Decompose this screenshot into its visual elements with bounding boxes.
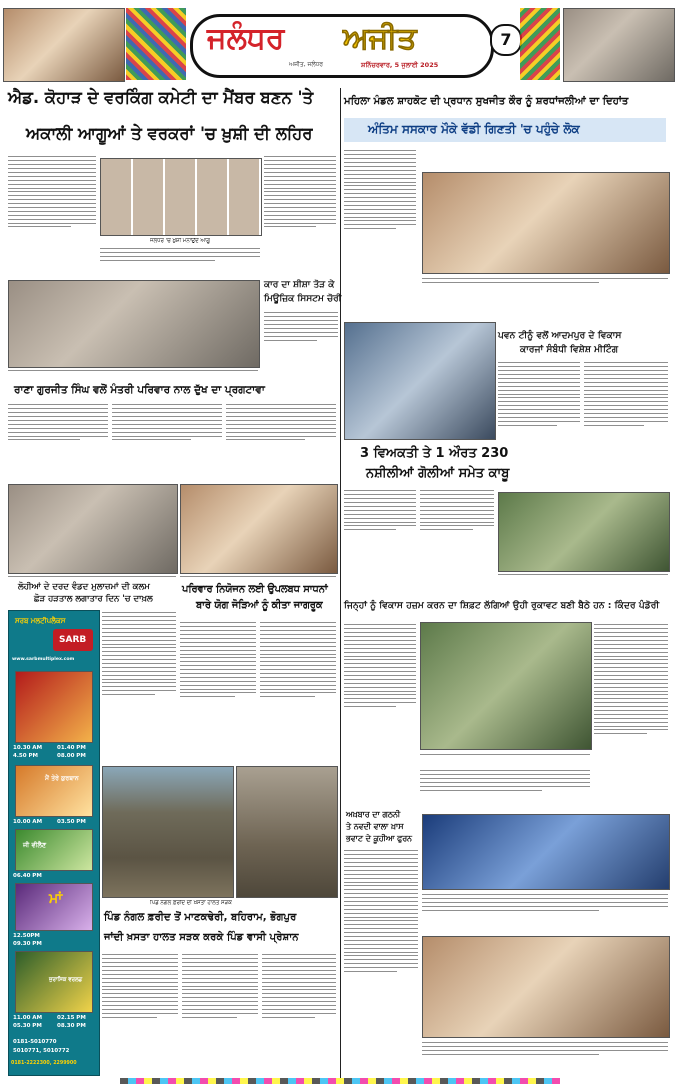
showtime-2-1: 10.00 AM bbox=[13, 819, 43, 825]
showtime-3-1: 06.40 PM bbox=[13, 873, 42, 879]
meeting-caption bbox=[8, 368, 258, 380]
parivar-column-2 bbox=[260, 620, 336, 760]
mahila-caption-text bbox=[422, 276, 668, 290]
cinema-site: www.sarbmultiplex.com bbox=[12, 657, 75, 662]
akhbar-headline-3: ਭਵਾਟ ਦੇ ਕੂਹੀਆ ਫੁਰਨ bbox=[346, 834, 412, 843]
kohar-portraits-photo bbox=[100, 158, 262, 236]
showtime-4-1: 12.50PM bbox=[13, 933, 40, 939]
kohar-column-3 bbox=[264, 154, 336, 276]
masthead-pattern-right bbox=[520, 8, 560, 80]
road-column-1 bbox=[102, 952, 178, 1072]
parivar-photo bbox=[180, 484, 338, 574]
page-number: 7 bbox=[490, 24, 522, 56]
parivar-headline-2: ਬਾਰੇ ਯੋਗ ਜੋੜਿਆਂ ਨੂੰ ਕੀਤਾ ਜਾਗਰੂਕ bbox=[196, 600, 323, 611]
mahila-headline: ਮਹਿਲਾ ਮੰਡਲ ਸ਼ਾਹਕੋਟ ਦੀ ਪ੍ਰਧਾਨ ਸੁਖਜੀਤ ਕੌਰ ਨੂੰ ਸ਼ਰਧਾਂਜਲੀਆਂ ਦਾ ਦਿਹਾਂਤ bbox=[344, 96, 629, 107]
rana-headline: ਰਾਣਾ ਗੁਰਜੀਤ ਸਿੰਘ ਵਲੋਂ ਮੰਤਰੀ ਪਰਿਵਾਰ ਨਾਲ ਦੁੱਖ ਦਾ ਪ੍ਰਗਟਾਵਾ bbox=[14, 384, 265, 396]
cinema-logo: SARB bbox=[59, 635, 87, 645]
lohian-column-1 bbox=[102, 610, 176, 760]
drugs-column-1 bbox=[344, 488, 416, 570]
lohian-photo bbox=[8, 484, 178, 574]
movie-5-title: ਜੁਰਾਸਿਕ ਵਰਲਡ bbox=[49, 977, 83, 983]
masthead-pattern-left bbox=[126, 8, 186, 80]
masthead-right-photo bbox=[563, 8, 675, 82]
kohar-photo-caption: ਜਲੰਧਰ 'ਚ ਖ਼ੁਸ਼ੀ ਮਨਾਉਂਦੇ ਆਗੂ bbox=[150, 238, 211, 244]
pawan-meeting-photo bbox=[498, 492, 670, 572]
divider bbox=[340, 88, 341, 1078]
mahila-funeral-photo bbox=[422, 172, 670, 274]
showtime-5-2: 02.15 PM bbox=[57, 1015, 86, 1021]
akhbar-headline-2: ਤੇ ਨਵਦੀ ਵਾਲਾ ਖ਼ਾਸ bbox=[346, 822, 404, 831]
ceremony-caption bbox=[422, 1040, 668, 1072]
parivar-column-1 bbox=[180, 620, 256, 760]
masthead-left-photo bbox=[3, 8, 125, 82]
ceremony-photo bbox=[422, 936, 670, 1038]
footer-color-strip bbox=[120, 1078, 560, 1084]
cinema-ad bbox=[8, 610, 100, 1076]
police-photo bbox=[344, 322, 496, 440]
showtime-1-3: 4.50 PM bbox=[13, 753, 38, 759]
road-headline-2: ਜਾਂਦੀ ਖ਼ਸਤਾ ਹਾਲਤ ਸੜਕ ਕਰਕੇ ਪਿੰਡ ਵਾਸੀ ਪ੍ਰੇਸ਼ਾਨ bbox=[104, 932, 299, 943]
mahila-column-1 bbox=[344, 148, 416, 288]
mahila-subhead: ਅੰਤਿਮ ਸਸਕਾਰ ਮੌਕੇ ਵੱਡੀ ਗਿਣਤੀ 'ਚ ਪਹੁੰਚੇ ਲੋਕ bbox=[368, 122, 580, 136]
vikas-photo bbox=[420, 622, 592, 750]
drugs-column-2 bbox=[420, 488, 494, 570]
masthead bbox=[0, 0, 677, 84]
rana-column-2 bbox=[112, 402, 222, 478]
showtime-1-1: 10.30 AM bbox=[13, 745, 43, 751]
vikas-column-1 bbox=[344, 622, 416, 772]
lohian-caption bbox=[8, 574, 176, 580]
vikas-photo-caption bbox=[420, 752, 590, 764]
poster-2 bbox=[15, 765, 93, 817]
pawan-column-2 bbox=[584, 360, 668, 488]
masthead-paper-name: ਅਜੀਤ bbox=[343, 21, 417, 56]
kohar-column-2 bbox=[100, 246, 260, 274]
car-column bbox=[264, 310, 338, 370]
road-column-3 bbox=[262, 952, 336, 1072]
cinema-phone-3: 0181-2222300, 2299900 bbox=[11, 1061, 77, 1066]
masthead-city: ਜਲੰਧਰ bbox=[207, 21, 285, 56]
meeting-photo bbox=[8, 280, 260, 368]
kohar-column-1 bbox=[8, 154, 96, 276]
lohian-headline-2: ਛੋੜ ਹੜਤਾਲ ਲਗਾਤਾਰ ਦਿਨ 'ਚ ਦਾਖ਼ਲ bbox=[34, 594, 153, 604]
movie-4-title: ਮਾਂ bbox=[49, 891, 63, 907]
showtime-1-2: 01.40 PM bbox=[57, 745, 86, 751]
vikas-headline: ਜਿਨ੍ਹਾਂ ਨੂੰ ਵਿਕਾਸ ਹਜ਼ਮ ਕਰਨ ਦਾ ਸ਼ਿਫ਼ਟ ਲੱਗਿਆਂ ਉਹੀ ਰੁਕਾਵਟ ਬਣੀ ਬੈਠੇ ਹਨ : ਕਿੰਦਰ ਪੰਡੋਰੀ bbox=[344, 600, 660, 611]
car-headline-2: ਮਿਊਜ਼ਿਕ ਸਿਸਟਮ ਚੋਰੀ bbox=[264, 294, 342, 304]
rana-column-3 bbox=[226, 402, 336, 478]
showtime-4-2: 09.30 PM bbox=[13, 941, 42, 947]
road-column-2 bbox=[182, 952, 258, 1072]
vikas-column-3 bbox=[420, 768, 590, 808]
masthead-date: ਸ਼ਨਿੱਚਰਵਾਰ, 5 ਜੁਲਾਈ 2025 bbox=[361, 61, 439, 69]
showtime-5-3: 05.30 PM bbox=[13, 1023, 42, 1029]
poster-3 bbox=[15, 829, 93, 871]
akhbar-column bbox=[344, 848, 418, 1074]
pawan-headline-2: ਕਾਰਜਾਂ ਸੰਬੰਧੀ ਵਿਸ਼ੇਸ਼ ਮੀਟਿੰਗ bbox=[520, 344, 619, 355]
road-headline-1: ਪਿੰਡ ਨੰਗਲ ਫ਼ਰੀਦ ਤੋਂ ਮਾਣਕਢੇਰੀ, ਬਹਿਰਾਮ, ਭੋਗਪੁਰ bbox=[104, 912, 297, 923]
road-photo-1 bbox=[102, 766, 234, 898]
showtime-1-4: 08.00 PM bbox=[57, 753, 86, 759]
cinema-phone-2: 5010771, 5010772 bbox=[13, 1048, 70, 1054]
parivar-caption bbox=[180, 574, 336, 580]
drugs-headline-2: ਨਸ਼ੀਲੀਆਂ ਗੋਲੀਆਂ ਸਮੇਤ ਕਾਬੂ bbox=[366, 466, 510, 481]
showtime-5-4: 08.30 PM bbox=[57, 1023, 86, 1029]
vikas-column-2 bbox=[594, 622, 668, 822]
poster-1 bbox=[15, 671, 93, 743]
drugs-headline-1: 3 ਵਿਅਕਤੀ ਤੇ 1 ਔਰਤ 230 bbox=[360, 446, 509, 461]
akhbar-headline-1: ਅਖ਼ਬਾਰ ਦਾ ਗਠਨੀ bbox=[346, 810, 401, 819]
school-photo bbox=[422, 814, 670, 890]
road-caption: ਪਿੰਡ ਨੰਗਲ ਫ਼ਰੀਦ ਦੀ ਖ਼ਸਤਾ ਹਾਲਤ ਸੜਕ bbox=[150, 900, 232, 906]
masthead-banner bbox=[190, 14, 494, 78]
school-caption bbox=[422, 892, 668, 930]
pawan-photo-caption bbox=[498, 572, 668, 584]
cinema-phone-1: 0181-5010770 bbox=[13, 1039, 57, 1045]
masthead-sub: ਅਜੀਤ, ਜਲੰਧਰ bbox=[289, 61, 324, 68]
showtime-2-2: 03.50 PM bbox=[57, 819, 86, 825]
road-photo-2 bbox=[236, 766, 338, 898]
movie-3-title: ਜੀ ਵੀਲੈਣ bbox=[23, 841, 47, 849]
showtime-5-1: 11.00 AM bbox=[13, 1015, 43, 1021]
car-headline-1: ਕਾਰ ਦਾ ਸ਼ੀਸ਼ਾ ਤੋੜ ਕੇ bbox=[264, 280, 335, 290]
movie-2-title: ਮੈਂ ਤੇਰੇ ਕੁਰਬਾਨ bbox=[45, 775, 79, 782]
parivar-headline-1: ਪਰਿਵਾਰ ਨਿਯੋਜਨ ਲਈ ਉਪਲਬਧ ਸਾਧਨਾਂ bbox=[182, 584, 328, 595]
kohar-headline-2: ਅਕਾਲੀ ਆਗੂਆਂ ਤੇ ਵਰਕਰਾਂ 'ਚ ਖ਼ੁਸ਼ੀ ਦੀ ਲਹਿਰ bbox=[26, 124, 313, 143]
pawan-headline-1: ਪਵਨ ਟੀਨੂੰ ਵਲੋਂ ਆਦਮਪੁਰ ਦੇ ਵਿਕਾਸ bbox=[498, 330, 622, 341]
lohian-headline-1: ਲੋਹੀਆਂ ਦੇ ਦਰਦ ਵੰਡਦ ਮੁਲਾਜ਼ਮਾਂ ਦੀ ਕਲਮ bbox=[18, 582, 150, 592]
pawan-column-1 bbox=[498, 360, 580, 488]
rana-column-1 bbox=[8, 402, 108, 478]
kohar-headline-1: ਐਡ. ਕੋਹਾੜ ਦੇ ਵਰਕਿੰਗ ਕਮੇਟੀ ਦਾ ਮੈਂਬਰ ਬਣਨ 'ਤੇ bbox=[8, 88, 314, 107]
cinema-header: ਸਰਬ ਮਲਟੀਪਲੈਕਸ bbox=[15, 617, 66, 625]
